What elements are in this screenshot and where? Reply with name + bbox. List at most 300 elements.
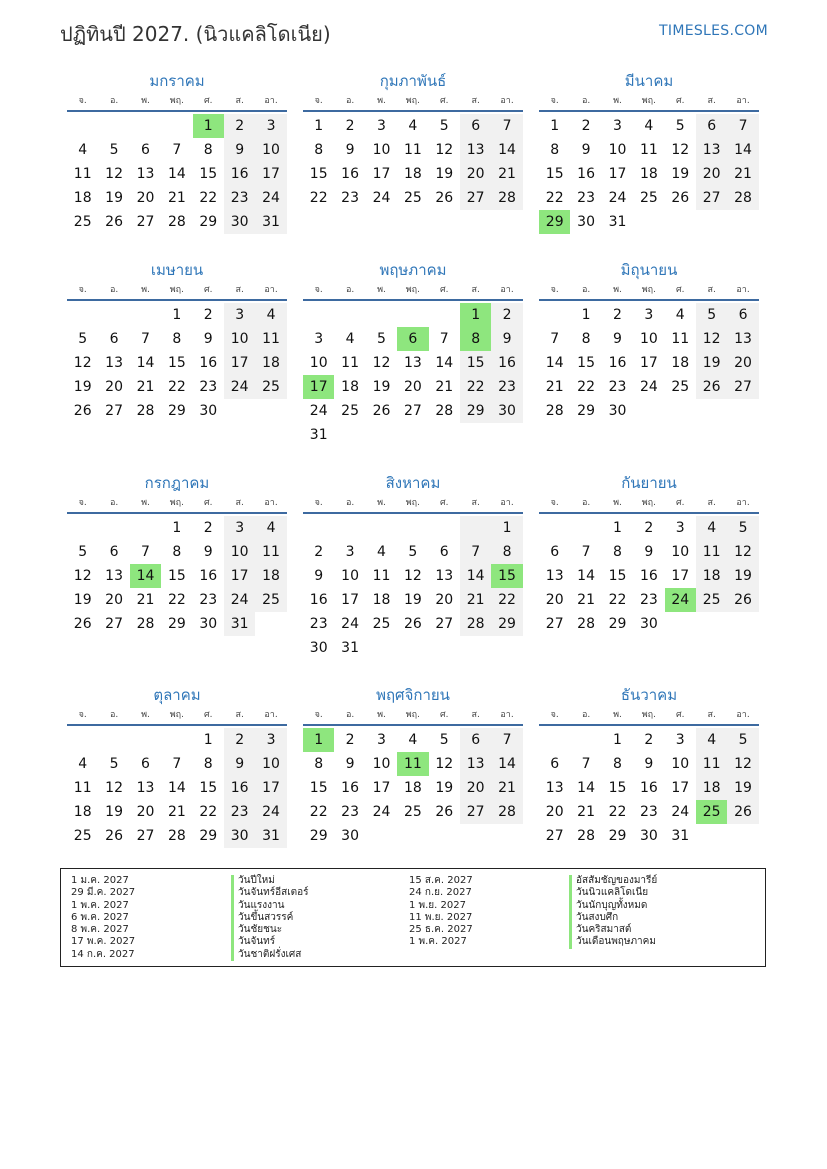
holiday-name: วันสงบศึก: [576, 911, 619, 923]
weekday-label: พ.: [613, 285, 622, 295]
calendar-day: 28: [545, 403, 564, 419]
calendar-day: 29: [608, 828, 627, 844]
calendar-day: 5: [439, 732, 449, 748]
calendar-day: 12: [435, 756, 454, 772]
holiday-name: อัสสัมชัญของมารีย์: [576, 875, 658, 886]
weekday-label: อา.: [736, 498, 750, 508]
weekday-label: อา.: [264, 285, 278, 295]
weekday-label: ส.: [235, 96, 244, 106]
holiday-date: 6 พ.ค. 2027: [71, 911, 129, 923]
calendar-day: 14: [545, 355, 564, 371]
empty-cell: [727, 399, 758, 423]
calendar-day: 29: [460, 399, 491, 423]
calendar-day: 15: [460, 351, 491, 375]
month-calendar: [539, 70, 759, 234]
calendar-day: 22: [167, 592, 186, 608]
empty-cell: [303, 303, 334, 327]
calendar-day: 12: [73, 568, 92, 584]
holiday-name: วันจันทร์: [238, 936, 276, 948]
weekday-label: อา.: [500, 285, 514, 295]
empty-cell: [727, 210, 758, 234]
weekday-header: [539, 494, 759, 514]
day-grid: [539, 516, 759, 636]
calendar-day: 21: [167, 190, 186, 206]
calendar-day: 10: [372, 756, 391, 772]
calendar-day: 5: [675, 118, 685, 134]
calendar-day: 7: [172, 756, 182, 772]
calendar-day: 19: [727, 776, 758, 800]
holiday-day: 24: [665, 588, 696, 612]
weekday-label: อา.: [736, 710, 750, 720]
weekday-label: ส.: [235, 498, 244, 508]
calendar-day: 17: [372, 780, 391, 796]
calendar-day: 13: [105, 568, 123, 584]
calendar-day: 22: [460, 375, 491, 399]
calendar-day: 8: [581, 331, 591, 347]
calendar-day: 18: [696, 776, 727, 800]
weekday-label: พ.: [377, 285, 386, 295]
day-grid: [67, 728, 287, 848]
calendar-day: 2: [345, 118, 355, 134]
calendar-day: 27: [460, 186, 491, 210]
month-name: มิถุนายน: [620, 261, 678, 279]
holiday-day: 6: [397, 327, 428, 351]
calendar-day: 11: [73, 166, 92, 182]
calendar-day: 7: [439, 331, 449, 347]
calendar-day: 17: [224, 564, 255, 588]
calendar-day: 16: [309, 592, 328, 608]
calendar-day: 23: [491, 375, 522, 399]
calendar-day: 4: [345, 331, 355, 347]
weekday-label: อ.: [581, 498, 591, 508]
weekday-header: [67, 281, 287, 301]
weekday-label: พฤ.: [169, 285, 184, 295]
calendar-day: 7: [141, 331, 150, 347]
empty-cell: [696, 824, 727, 848]
empty-cell: [161, 728, 192, 752]
calendar-day: 2: [203, 520, 213, 536]
empty-cell: [67, 303, 98, 327]
holiday-name: วันปีใหม่: [238, 875, 275, 886]
weekday-label: อ.: [109, 285, 119, 295]
holiday-date: 1 พ.ค. 2027: [409, 936, 467, 948]
calendar-day: 15: [167, 355, 186, 371]
weekday-label: อ.: [109, 498, 119, 508]
calendar-day: 28: [491, 800, 522, 824]
empty-cell: [570, 516, 601, 540]
calendar-day: 28: [167, 214, 186, 230]
weekday-label: พฤ.: [641, 96, 656, 106]
calendar-day: 28: [435, 403, 454, 419]
calendar-day: 25: [671, 379, 690, 395]
calendar-day: 6: [460, 728, 491, 752]
calendar-day: 27: [403, 403, 422, 419]
holiday-name: วันนิวแคลิโดเนีย: [576, 887, 649, 899]
calendar-day: 10: [341, 568, 359, 584]
calendar-day: 22: [608, 804, 627, 820]
empty-cell: [633, 210, 664, 234]
calendar-day: 18: [696, 564, 727, 588]
empty-cell: [429, 423, 460, 447]
calendar-day: 10: [224, 540, 255, 564]
holiday-day: 29: [539, 210, 570, 234]
calendar-day: 18: [372, 592, 391, 608]
calendar-day: 28: [167, 828, 186, 844]
calendar-day: 31: [671, 828, 690, 844]
calendar-day: 12: [105, 780, 123, 796]
day-grid: [67, 516, 287, 636]
calendar-day: 5: [408, 544, 418, 560]
calendar-day: 10: [639, 331, 658, 347]
empty-cell: [539, 303, 570, 327]
empty-cell: [460, 423, 491, 447]
empty-cell: [130, 516, 161, 540]
calendar-day: 11: [639, 142, 658, 158]
calendar-day: 21: [577, 592, 595, 608]
calendar-day: 27: [696, 186, 727, 210]
calendar-day: 20: [460, 776, 491, 800]
calendar-day: 10: [608, 142, 627, 158]
calendar-day: 3: [377, 732, 386, 748]
calendar-day: 18: [671, 355, 690, 371]
calendar-day: 18: [73, 804, 92, 820]
weekday-label: จ.: [78, 285, 87, 295]
calendar-day: 27: [545, 828, 564, 844]
calendar-day: 13: [696, 138, 727, 162]
calendar-day: 2: [644, 520, 654, 536]
calendar-day: 20: [136, 190, 155, 206]
weekday-label: ส.: [707, 285, 716, 295]
calendar-day: 7: [141, 544, 150, 560]
calendar-day: 16: [491, 351, 522, 375]
weekday-label: จ.: [314, 285, 323, 295]
holiday-name: วันชัยชนะ: [238, 924, 283, 936]
calendar-day: 3: [224, 303, 255, 327]
weekday-header: [303, 281, 523, 301]
calendar-day: 30: [491, 399, 522, 423]
weekday-header: [67, 706, 287, 726]
weekday-label: ศ.: [203, 498, 213, 508]
holiday-date: 24 ก.ย. 2027: [409, 887, 472, 899]
weekday-label: อา.: [736, 285, 750, 295]
calendar-day: 5: [696, 303, 727, 327]
empty-cell: [67, 728, 98, 752]
calendar-day: 21: [136, 379, 155, 395]
calendar-day: 24: [341, 616, 359, 632]
calendar-day: 24: [639, 379, 658, 395]
calendar-day: 20: [435, 592, 454, 608]
holiday-name: วันนักบุญทั้งหมด: [576, 899, 648, 911]
calendar-day: 23: [341, 190, 359, 206]
calendar-day: 16: [224, 162, 255, 186]
weekday-label: อ.: [109, 96, 119, 106]
calendar-day: 14: [460, 564, 491, 588]
calendar-day: 30: [224, 210, 255, 234]
calendar-day: 26: [105, 828, 123, 844]
calendar-day: 3: [345, 544, 355, 560]
calendar-day: 21: [167, 804, 186, 820]
empty-cell: [334, 423, 365, 447]
calendar-day: 25: [372, 616, 391, 632]
calendar-day: 11: [73, 780, 92, 796]
calendar-day: 31: [309, 427, 328, 443]
empty-cell: [397, 824, 428, 848]
calendar-day: 19: [696, 351, 727, 375]
empty-cell: [161, 114, 192, 138]
calendar-day: 4: [255, 516, 286, 540]
weekday-label: พ.: [377, 710, 386, 720]
calendar-day: 16: [199, 568, 218, 584]
holiday-name: วันเดือนพฤษภาคม: [576, 936, 656, 948]
calendar-day: 23: [577, 190, 595, 206]
calendar-day: 17: [671, 780, 690, 796]
calendar-day: 14: [435, 355, 454, 371]
calendar-day: 11: [255, 327, 286, 351]
calendar-day: 2: [224, 114, 255, 138]
calendar-day: 30: [224, 824, 255, 848]
empty-cell: [665, 210, 696, 234]
calendar-day: 5: [377, 331, 386, 347]
calendar-day: 6: [696, 114, 727, 138]
weekday-label: อ.: [345, 96, 355, 106]
holiday-name: วันคริสมาสต์: [576, 924, 632, 936]
weekday-header: [303, 92, 523, 112]
weekday-label: พฤ.: [405, 96, 420, 106]
calendar-day: 20: [105, 379, 123, 395]
weekday-label: จ.: [550, 96, 559, 106]
calendar-day: 12: [372, 355, 391, 371]
calendar-day: 28: [727, 186, 758, 210]
calendar-day: 2: [203, 307, 213, 323]
holiday-date: 8 พ.ค. 2027: [71, 924, 129, 936]
calendar-day: 1: [172, 307, 182, 323]
day-grid: [303, 114, 523, 210]
calendar-day: 16: [341, 780, 359, 796]
calendar-day: 15: [608, 568, 627, 584]
calendar-day: 26: [105, 214, 123, 230]
calendar-day: 24: [372, 190, 391, 206]
calendar-day: 20: [545, 804, 564, 820]
calendar-day: 13: [435, 568, 454, 584]
calendar-day: 10: [255, 752, 286, 776]
calendar-day: 19: [727, 564, 758, 588]
calendar-day: 8: [203, 756, 213, 772]
empty-cell: [224, 399, 255, 423]
empty-cell: [366, 636, 397, 660]
weekday-label: ศ.: [439, 710, 449, 720]
calendar-day: 26: [403, 616, 422, 632]
calendar-day: 28: [136, 403, 155, 419]
calendar-day: 24: [372, 804, 391, 820]
month-calendar: [67, 684, 287, 848]
weekday-header: [539, 281, 759, 301]
weekday-label: จ.: [78, 96, 87, 106]
calendar-day: 14: [167, 166, 186, 182]
calendar-day: 20: [545, 592, 564, 608]
calendar-day: 27: [545, 616, 564, 632]
calendar-day: 16: [224, 776, 255, 800]
calendar-day: 13: [460, 138, 491, 162]
calendar-day: 12: [73, 355, 92, 371]
calendar-day: 21: [545, 379, 564, 395]
weekday-label: อ.: [581, 710, 591, 720]
calendar-day: 13: [105, 355, 123, 371]
calendar-day: 22: [199, 190, 218, 206]
calendar-day: 27: [460, 800, 491, 824]
empty-cell: [334, 516, 365, 540]
empty-cell: [429, 516, 460, 540]
calendar-day: 19: [73, 592, 92, 608]
calendar-day: 18: [639, 166, 658, 182]
calendar-day: 16: [639, 568, 658, 584]
calendar-day: 16: [608, 355, 627, 371]
month-calendar: [303, 259, 523, 447]
calendar-day: 9: [224, 752, 255, 776]
empty-cell: [429, 824, 460, 848]
calendar-day: 9: [581, 142, 591, 158]
weekday-label: ศ.: [675, 96, 685, 106]
calendar-day: 9: [203, 544, 213, 560]
calendar-day: 22: [608, 592, 627, 608]
calendar-day: 15: [167, 568, 186, 584]
month-name: เมษายน: [150, 261, 204, 279]
calendar-day: 26: [727, 588, 758, 612]
calendar-day: 4: [675, 307, 685, 323]
calendar-day: 26: [73, 616, 92, 632]
calendar-day: 4: [255, 303, 286, 327]
calendar-day: 19: [671, 166, 690, 182]
empty-cell: [570, 728, 601, 752]
empty-cell: [696, 399, 727, 423]
empty-cell: [727, 612, 758, 636]
weekday-label: พ.: [613, 96, 622, 106]
empty-cell: [491, 423, 522, 447]
calendar-day: 2: [314, 544, 324, 560]
calendar-day: 17: [671, 568, 690, 584]
empty-cell: [255, 399, 286, 423]
calendar-day: 13: [545, 780, 564, 796]
calendar-day: 3: [644, 307, 654, 323]
calendar-day: 24: [255, 186, 286, 210]
legend-right-dates: [409, 875, 473, 949]
calendar-day: 18: [255, 351, 286, 375]
calendar-day: 1: [613, 520, 622, 536]
calendar-day: 8: [314, 142, 324, 158]
calendar-day: 9: [644, 756, 654, 772]
empty-cell: [429, 303, 460, 327]
empty-cell: [539, 728, 570, 752]
empty-cell: [727, 824, 758, 848]
calendar-day: 7: [460, 540, 491, 564]
calendar-day: 20: [105, 592, 123, 608]
calendar-day: 14: [727, 138, 758, 162]
calendar-day: 6: [460, 114, 491, 138]
empty-cell: [491, 824, 522, 848]
holiday-day: 8: [460, 327, 491, 351]
empty-cell: [397, 423, 428, 447]
calendar-day: 26: [696, 375, 727, 399]
empty-cell: [665, 399, 696, 423]
calendar-day: 8: [613, 544, 622, 560]
calendar-day: 28: [136, 616, 155, 632]
weekday-label: พฤ.: [169, 96, 184, 106]
calendar-day: 17: [255, 162, 286, 186]
calendar-day: 30: [309, 640, 328, 656]
empty-cell: [696, 612, 727, 636]
calendar-day: 12: [403, 568, 422, 584]
calendar-day: 27: [105, 403, 123, 419]
calendar-day: 15: [199, 780, 218, 796]
calendar-day: 9: [491, 327, 522, 351]
calendar-day: 5: [109, 756, 119, 772]
calendar-day: 13: [460, 752, 491, 776]
calendar-day: 18: [403, 780, 422, 796]
day-grid: [67, 114, 287, 234]
calendar-day: 22: [577, 379, 595, 395]
holiday-date: 25 ธ.ค. 2027: [409, 924, 473, 936]
weekday-label: อา.: [500, 498, 514, 508]
empty-cell: [255, 612, 286, 636]
legend-left-names: [231, 875, 309, 961]
calendar-day: 6: [550, 544, 560, 560]
weekday-header: [539, 92, 759, 112]
calendar-day: 13: [136, 166, 155, 182]
calendar-day: 12: [727, 752, 758, 776]
calendar-day: 2: [581, 118, 591, 134]
empty-cell: [429, 636, 460, 660]
calendar-day: 7: [491, 114, 522, 138]
day-grid: [303, 728, 523, 848]
brand-link[interactable]: TIMESLES.COM: [659, 23, 768, 39]
calendar-day: 23: [608, 379, 627, 395]
calendar-day: 22: [167, 379, 186, 395]
holiday-date: 11 พ.ย. 2027: [409, 911, 473, 923]
weekday-label: อ.: [109, 710, 119, 720]
empty-cell: [98, 728, 129, 752]
calendar-day: 27: [435, 616, 454, 632]
holiday-day: 25: [696, 800, 727, 824]
calendar-day: 21: [136, 592, 155, 608]
calendar-day: 23: [224, 186, 255, 210]
calendar-day: 17: [255, 776, 286, 800]
empty-cell: [130, 728, 161, 752]
calendar-day: 23: [639, 592, 658, 608]
weekday-label: ส.: [707, 710, 716, 720]
calendar-day: 16: [199, 355, 218, 371]
calendar-day: 14: [167, 780, 186, 796]
calendar-day: 28: [491, 186, 522, 210]
calendar-day: 23: [309, 616, 328, 632]
weekday-label: จ.: [314, 710, 323, 720]
month-name: สิงหาคม: [385, 474, 441, 492]
weekday-label: จ.: [314, 498, 323, 508]
empty-cell: [397, 636, 428, 660]
weekday-label: ศ.: [203, 710, 213, 720]
holiday-day: 11: [397, 752, 428, 776]
weekday-label: พฤ.: [405, 498, 420, 508]
calendar-day: 17: [341, 592, 359, 608]
weekday-label: อ.: [581, 96, 591, 106]
empty-cell: [334, 303, 365, 327]
holiday-name: วันจันทร์อีสเตอร์: [238, 887, 309, 899]
calendar-day: 16: [341, 166, 359, 182]
calendar-day: 25: [403, 804, 422, 820]
calendar-day: 2: [224, 728, 255, 752]
calendar-day: 29: [608, 616, 627, 632]
calendar-day: 29: [491, 612, 522, 636]
calendar-day: 21: [491, 162, 522, 186]
calendar-day: 5: [727, 728, 758, 752]
